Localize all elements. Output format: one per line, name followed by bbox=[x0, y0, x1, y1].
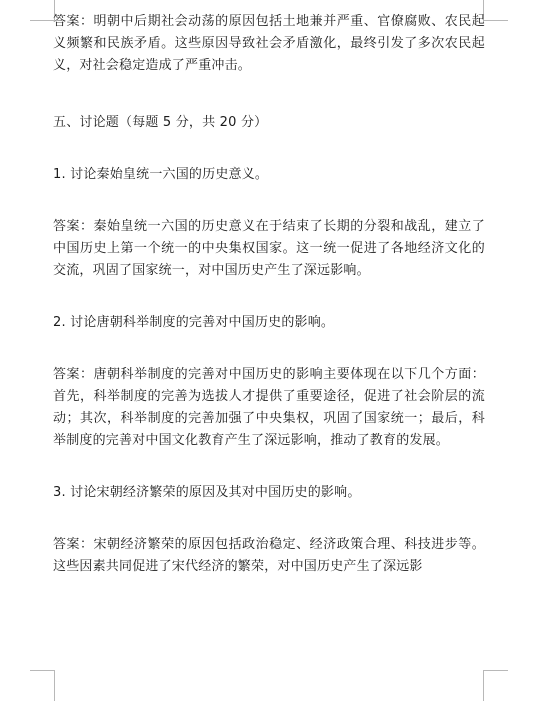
document-body[interactable] bbox=[53, 11, 485, 578]
crop-mark-bottom-right bbox=[483, 670, 508, 701]
crop-mark-top-left bbox=[30, 0, 55, 21]
section-heading-discussion: 五、讨论题（每题 5 分，共 20 分） bbox=[53, 115, 268, 130]
answer-paragraph-1: 答案：秦始皇统一六国的历史意义在于结束了长期的分裂和战乱，建立了中国历史上第一个统一的中央集权国家。这一统一促进了各地经济文化的交流，巩固了国家统一，对中国历史产生了深远影响。 bbox=[53, 219, 485, 278]
answer-paragraph-2: 答案：唐朝科举制度的完善对中国历史的影响主要体现在以下几个方面：首先，科举制度的完善为选拔人才提供了重要途径，促进了社会阶层的流动；其次，科举制度的完善加强了中央集权，巩固了国家统一；最后，科举制度的完善对中国文化教育产生了深远影响，推动了教育的发展。 bbox=[53, 367, 485, 448]
answer-paragraph-3: 答案：宋朝经济繁荣的原因包括政治稳定、经济政策合理、科技进步等。这些因素共同促进了宋代经济的繁荣，对中国历史产生了深远影 bbox=[53, 537, 485, 574]
question-2: 2. 讨论唐朝科举制度的完善对中国历史的影响。 bbox=[53, 315, 335, 330]
question-1: 1. 讨论秦始皇统一六国的历史意义。 bbox=[53, 167, 269, 182]
crop-mark-bottom-left bbox=[30, 670, 55, 701]
crop-mark-top-right bbox=[483, 0, 508, 21]
answer-paragraph-ming: 答案：明朝中后期社会动荡的原因包括土地兼并严重、官僚腐败、农民起义频繁和民族矛盾。这些原因导致社会矛盾激化，最终引发了多次农民起义，对社会稳定造成了严重冲击。 bbox=[53, 14, 485, 73]
question-3: 3. 讨论宋朝经济繁荣的原因及其对中国历史的影响。 bbox=[53, 485, 361, 500]
